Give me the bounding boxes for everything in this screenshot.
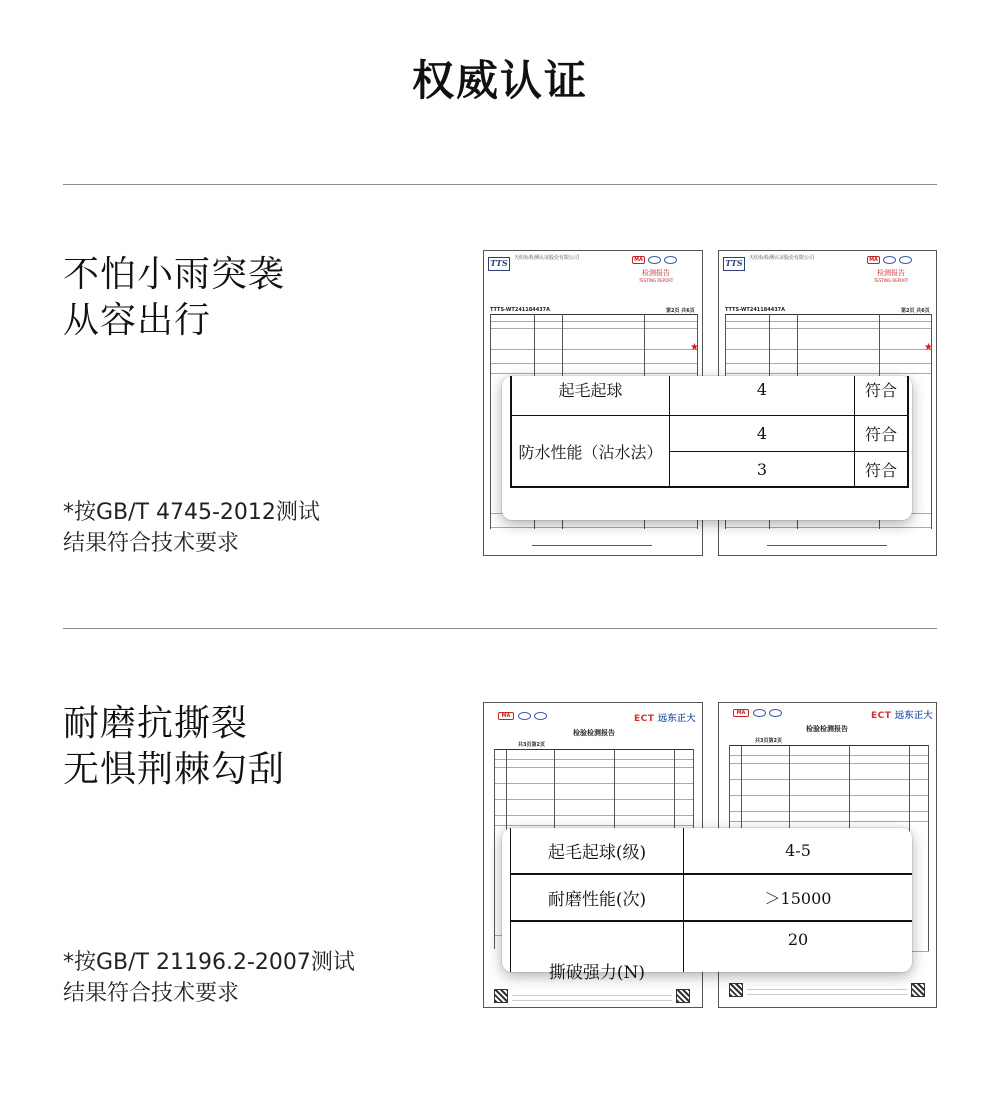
signature-line bbox=[767, 545, 887, 546]
zoom1-value-waterproof-2: 3 bbox=[756, 459, 768, 479]
divider-middle bbox=[63, 628, 937, 629]
table-rule bbox=[725, 314, 932, 315]
table-col bbox=[490, 314, 491, 529]
divider-top bbox=[63, 184, 937, 185]
footer-rule bbox=[512, 995, 672, 996]
table-rule bbox=[729, 779, 929, 780]
table-rule bbox=[729, 821, 929, 822]
report-number: TTTS-WT241184437A bbox=[725, 307, 786, 313]
footer-rule bbox=[747, 989, 907, 990]
table-rule bbox=[725, 363, 932, 364]
zoom1-border-right bbox=[907, 376, 909, 488]
ect-brand: 远东正大 bbox=[895, 711, 934, 721]
org-name: 天纺标检测认证股份有限公司 bbox=[514, 255, 580, 261]
table-rule bbox=[490, 527, 698, 528]
table-rule bbox=[494, 767, 694, 768]
table-rule bbox=[725, 328, 932, 329]
table-rule bbox=[729, 763, 929, 764]
qr-code-icon bbox=[676, 989, 690, 1003]
section1-headline-line1: 不怕小雨突袭 bbox=[63, 254, 286, 295]
section1-headline-line2: 从容出行 bbox=[63, 300, 212, 341]
ect-logo bbox=[871, 708, 933, 721]
zoom1-result-pilling: 符合 bbox=[864, 380, 897, 400]
zoom1-result-waterproof-2: 符合 bbox=[864, 460, 897, 480]
cnas-seal bbox=[769, 709, 782, 717]
org-name: 天纺标检测认证股份有限公司 bbox=[749, 255, 815, 261]
table-rule bbox=[494, 825, 694, 826]
section2-headline-line2: 无惧荆棘勾刮 bbox=[63, 749, 286, 790]
zoom2-value-tear: 20 bbox=[787, 929, 809, 949]
table-rule bbox=[490, 349, 698, 350]
table-rule bbox=[494, 759, 694, 760]
zoom2-item-pilling: 起毛起球(级) bbox=[547, 843, 647, 863]
ect-prefix: ECT bbox=[634, 714, 655, 724]
qr-code-icon bbox=[729, 983, 743, 997]
table-rule bbox=[490, 328, 698, 329]
table-rule bbox=[725, 527, 932, 528]
report-page: 共3页第2页 bbox=[518, 742, 545, 748]
table-rule bbox=[494, 799, 694, 800]
ilac-seal bbox=[518, 712, 531, 720]
table-rule bbox=[494, 815, 694, 816]
ilac-seal bbox=[648, 256, 661, 264]
table-rule bbox=[494, 783, 694, 784]
table-rule bbox=[729, 755, 929, 756]
cnas-seal bbox=[534, 712, 547, 720]
report-page: 第2页 共6页 bbox=[901, 308, 930, 314]
ect-logo bbox=[634, 711, 696, 724]
report-page: 共3页第2页 bbox=[755, 738, 782, 744]
table-rule bbox=[490, 321, 698, 322]
footer-rule bbox=[747, 994, 907, 995]
table-rule bbox=[729, 795, 929, 796]
table-rule bbox=[490, 363, 698, 364]
tts-logo: TTS bbox=[723, 257, 745, 271]
zoom1-value-pilling: 4 bbox=[756, 379, 768, 399]
section1-headline bbox=[63, 252, 285, 344]
zoom1-item-pilling: 起毛起球 bbox=[558, 380, 623, 400]
cma-seal: MA bbox=[632, 256, 645, 264]
qr-code-icon bbox=[494, 989, 508, 1003]
zoom2-item-tear: 撕破强力(N) bbox=[548, 962, 646, 983]
red-stamp-icon: ★ bbox=[690, 342, 699, 353]
red-stamp-icon: ★ bbox=[924, 342, 933, 353]
ilac-seal bbox=[883, 256, 896, 264]
page-title: 权威认证 bbox=[411, 56, 588, 105]
cnas-seal bbox=[899, 256, 912, 264]
zoom1-item-waterproof: 防水性能（沾水法） bbox=[518, 442, 663, 462]
table-rule bbox=[725, 349, 932, 350]
table-rule bbox=[490, 314, 698, 315]
tts-logo: TTS bbox=[488, 257, 510, 271]
zoom1-value-waterproof-1: 4 bbox=[756, 424, 768, 443]
section2-headline-line1: 耐磨抗撕裂 bbox=[63, 703, 249, 744]
zoom-popup-1 bbox=[502, 376, 912, 520]
report-title: 检测报告 bbox=[877, 269, 905, 277]
report-number: TTTS-WT241184437A bbox=[490, 307, 551, 313]
cnas-seal bbox=[664, 256, 677, 264]
cma-seal: MA bbox=[498, 712, 514, 720]
zoom-popup-2 bbox=[502, 828, 912, 983]
section2-note-line2: 结果符合技术要求 bbox=[63, 981, 240, 1006]
footer-rule bbox=[512, 1000, 672, 1001]
zoom2-item-abrasion: 耐磨性能(次) bbox=[547, 890, 647, 910]
section2-headline bbox=[63, 701, 285, 793]
qr-code-icon bbox=[911, 983, 925, 997]
ect-prefix: ECT bbox=[871, 711, 892, 721]
zoom2-value-abrasion: ＞15000 bbox=[764, 889, 832, 908]
table-rule bbox=[729, 811, 929, 812]
ect-brand: 远东正大 bbox=[658, 714, 697, 724]
report-title: 检验检测报告 bbox=[806, 725, 848, 733]
section1-note bbox=[63, 497, 320, 559]
report-title: 检测报告 bbox=[642, 269, 670, 277]
zoom2-value-pilling: 4-5 bbox=[785, 841, 811, 860]
cma-seal: MA bbox=[867, 256, 880, 264]
table-col bbox=[494, 749, 495, 949]
section2-note bbox=[63, 947, 355, 1009]
table-rule bbox=[490, 373, 698, 374]
report-subtitle: TESTING REPORT bbox=[873, 278, 909, 283]
table-rule bbox=[725, 373, 932, 374]
section2-note-line1: *按GB/T 21196.2-2007测试 bbox=[63, 950, 355, 975]
table-rule bbox=[494, 749, 694, 750]
table-rule bbox=[729, 745, 929, 746]
section1-note-line1: *按GB/T 4745-2012测试 bbox=[63, 500, 320, 525]
report-page: 第2页 共6页 bbox=[666, 308, 695, 314]
signature-line bbox=[532, 545, 652, 546]
table-col bbox=[928, 745, 929, 951]
zoom1-result-waterproof-1: 符合 bbox=[864, 425, 897, 444]
ilac-seal bbox=[753, 709, 766, 717]
cma-seal: MA bbox=[733, 709, 749, 717]
report-subtitle: TESTING REPORT bbox=[638, 278, 674, 283]
report-title: 检验检测报告 bbox=[573, 729, 615, 737]
table-rule bbox=[725, 321, 932, 322]
section1-note-line2: 结果符合技术要求 bbox=[63, 531, 240, 556]
zoom1-bottom-line bbox=[510, 486, 909, 488]
